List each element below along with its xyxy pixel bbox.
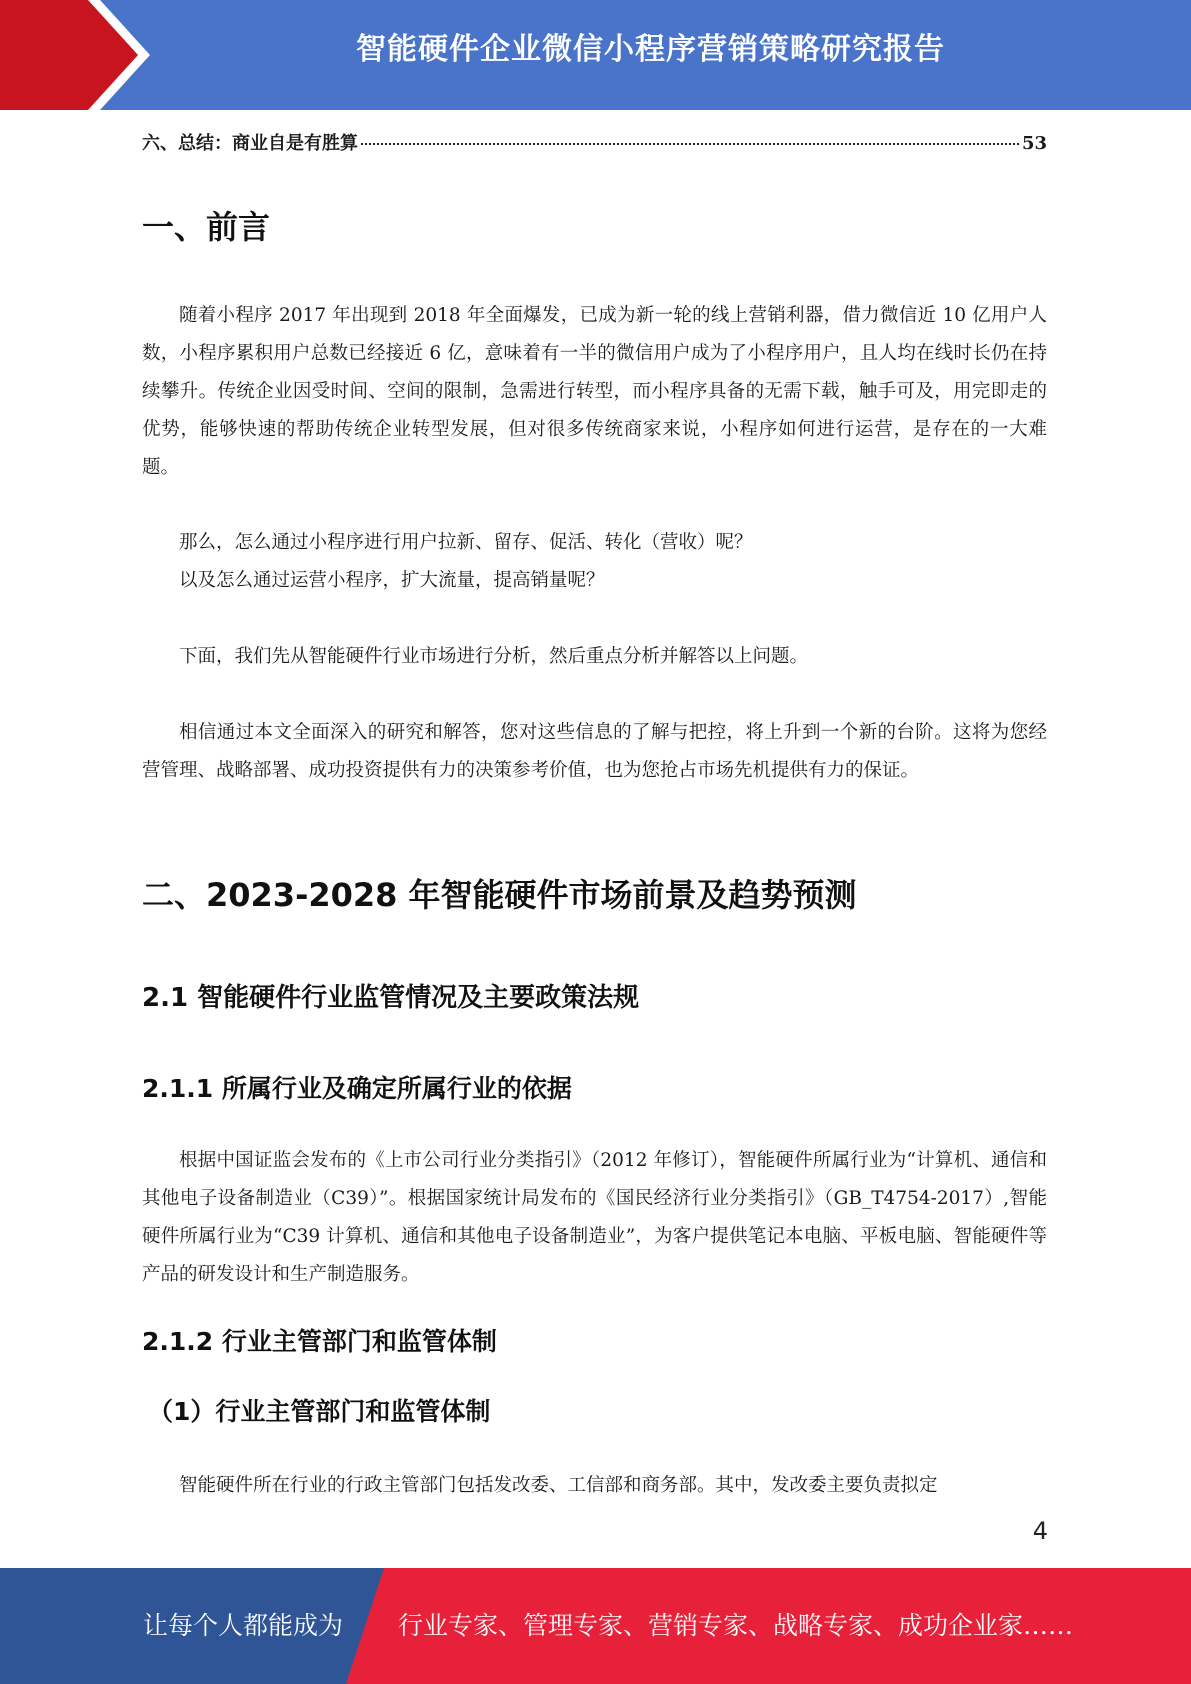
subsection-heading-2-1: 2.1 智能硬件行业监管情况及主要政策法规	[142, 983, 640, 1013]
toc-entry-label: 六、总结：商业自是有胜算	[142, 133, 358, 154]
toc-entry[interactable]	[142, 129, 1047, 155]
footer-slogan-right: 行业专家、管理专家、营销专家、战略专家、成功企业家……	[398, 1611, 1074, 1640]
paragraph-value: 相信通过本文全面深入的研究和解答，您对这些信息的了解与把控，将上升到一个新的台阶。这将为您经营管理、战略部署、成功投资提供有力的决策参考价值，也为您抢占市场先机提供有力的保证。	[142, 722, 1047, 781]
section-heading-preface: 一、前言	[142, 208, 271, 246]
subsection-heading-2-1-2: 2.1.2 行业主管部门和监管体制	[142, 1327, 497, 1356]
toc-dot-leader	[361, 143, 1019, 145]
item-heading-1: （1）行业主管部门和监管体制	[148, 1397, 491, 1426]
toc-entry-page: 53	[1021, 133, 1047, 154]
paragraph-industry-classification: 根据中国证监会发布的《上市公司行业分类指引》（2012 年修订），智能硬件所属行业为“计算机、通信和其他电子设备制造业（C39）”。根据国家统计局发布的《国民经济行业分类指引》（GB_T4754-2017）,智能硬件所属行业为“C39 计算机、通信和其他电子设备制造业”，为客户提供笔记本电脑、平板电脑、智能硬件等产品的研发设计和生产制造服务。	[142, 1150, 1047, 1285]
page-header	[0, 0, 1191, 110]
paragraph-question-2: 以及怎么通过运营小程序，扩大流量，提高销量呢？	[179, 570, 605, 591]
paragraph-outline: 下面，我们先从智能硬件行业市场进行分析，然后重点分析并解答以上问题。	[179, 646, 809, 667]
footer-slogan-left: 让每个人都能成为	[143, 1611, 344, 1640]
subsection-heading-2-1-1: 2.1.1 所属行业及确定所属行业的依据	[142, 1074, 572, 1103]
header-title: 智能硬件企业微信小程序营销策略研究报告	[356, 32, 945, 67]
paragraph-regulators: 智能硬件所在行业的行政主管部门包括发改委、工信部和商务部。其中，发改委主要负责拟定	[179, 1475, 938, 1496]
section-heading-market-forecast: 二、2023-2028 年智能硬件市场前景及趋势预测	[142, 876, 857, 914]
paragraph-intro: 随着小程序 2017 年出现到 2018 年全面爆发，已成为新一轮的线上营销利器，借力微信近 10 亿用户人数，小程序累积用户总数已经接近 6 亿，意味着有一半的微信用户成为了小程序用户，且人均在线时长仍在持续攀升。传统企业因受时间、空间的限制，急需进行转型，而小程序具备的无需下载，触手可及，用完即走的优势，能够快速的帮助传统企业转型发展，但对很多传统商家来说，小程序如何进行运营，是存在的一大难题。	[142, 305, 1047, 478]
page-number: 4	[1032, 1517, 1048, 1545]
paragraph-question-1: 那么，怎么通过小程序进行用户拉新、留存、促活、转化（营收）呢？	[179, 532, 753, 553]
page-footer	[0, 1568, 1191, 1684]
